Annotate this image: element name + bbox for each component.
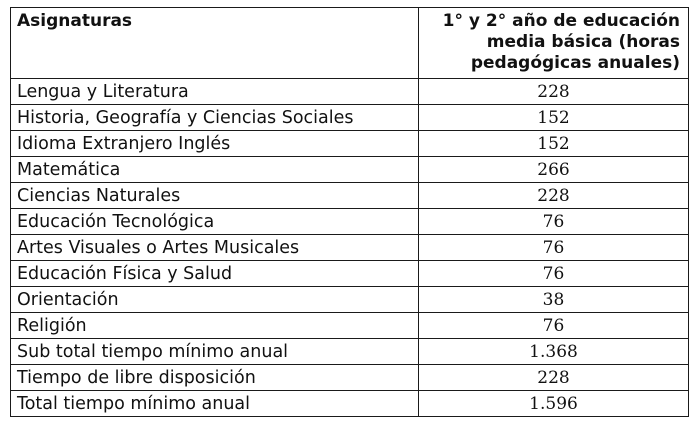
header-hours-line-3: pedagógicas anuales) xyxy=(470,53,680,73)
table-row xyxy=(11,235,689,261)
subject-cell: Matemática xyxy=(11,157,419,183)
header-subject: Asignaturas xyxy=(11,8,419,79)
subject-cell: Ciencias Naturales xyxy=(11,183,419,209)
table-row xyxy=(11,313,689,339)
table-row-subtotal xyxy=(11,339,689,365)
header-hours-line-1: 1° y 2° año de educación xyxy=(442,11,680,31)
table-header-row xyxy=(11,8,689,79)
table-row xyxy=(11,79,689,105)
subject-cell: Historia, Geografía y Ciencias Sociales xyxy=(11,105,419,131)
hours-cell: 76 xyxy=(419,313,689,339)
table-row xyxy=(11,157,689,183)
hours-cell: 76 xyxy=(419,261,689,287)
table-row xyxy=(11,183,689,209)
hours-cell: 152 xyxy=(419,131,689,157)
subject-cell: Educación Tecnológica xyxy=(11,209,419,235)
table-row xyxy=(11,105,689,131)
hours-cell: 228 xyxy=(419,365,689,391)
header-hours xyxy=(419,8,689,79)
table-row xyxy=(11,261,689,287)
hours-cell: 266 xyxy=(419,157,689,183)
table-row xyxy=(11,365,689,391)
hours-cell: 1.368 xyxy=(419,339,689,365)
hours-cell: 228 xyxy=(419,183,689,209)
hours-cell: 152 xyxy=(419,105,689,131)
subject-cell: Sub total tiempo mínimo anual xyxy=(11,339,419,365)
table-row-total xyxy=(11,391,689,417)
hours-cell: 228 xyxy=(419,79,689,105)
hours-cell: 76 xyxy=(419,209,689,235)
hours-cell: 1.596 xyxy=(419,391,689,417)
hours-cell: 76 xyxy=(419,235,689,261)
hours-table xyxy=(10,7,689,417)
hours-cell: 38 xyxy=(419,287,689,313)
header-hours-line-2: media básica (horas xyxy=(486,32,680,52)
subject-cell: Total tiempo mínimo anual xyxy=(11,391,419,417)
subject-cell: Educación Física y Salud xyxy=(11,261,419,287)
subject-cell: Religión xyxy=(11,313,419,339)
subject-cell: Idioma Extranjero Inglés xyxy=(11,131,419,157)
subject-cell: Tiempo de libre disposición xyxy=(11,365,419,391)
table-row xyxy=(11,209,689,235)
subject-cell: Artes Visuales o Artes Musicales xyxy=(11,235,419,261)
table-row xyxy=(11,287,689,313)
subject-cell: Orientación xyxy=(11,287,419,313)
subject-cell: Lengua y Literatura xyxy=(11,79,419,105)
table-row xyxy=(11,131,689,157)
